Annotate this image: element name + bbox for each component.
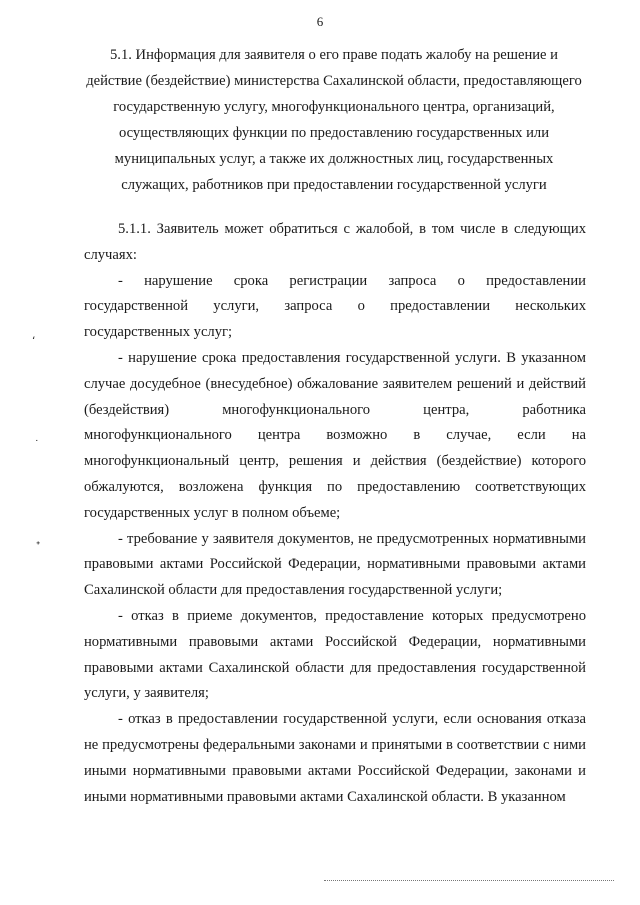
- scan-artifact-mark: ʻ: [32, 334, 36, 347]
- paragraph-5-1-1: 5.1.1. Заявитель может обратиться с жалобой, в том числе в следующих случаях:: [84, 221, 586, 263]
- heading-line: осуществляющих функции по предоставлению государственных или: [118, 125, 550, 141]
- page-number: 6: [316, 14, 324, 29]
- list-item-document-refusal: - отказ в приеме документов, предоставление которых предусмотрено нормативными правовыми актами Российской Федерации, нормативными правовыми актами Сахалинской области для предоставления государственной услуги, у заявителя;: [84, 607, 586, 702]
- scan-artifact-mark: ˖: [36, 536, 41, 549]
- list-item-registration-deadline: - нарушение срока регистрации запроса о предоставлении государственной услуги, запроса о предоставлении нескольких государственных услуг;: [84, 272, 586, 341]
- list-item-service-refusal: - отказ в предоставлении государственной услуги, если основания отказа не предусмотрены федеральными законами и принятыми в соответствии с ними иными нормативными правовыми актами Российской Федерации, законами и иными нормативными правовыми актами Сахалинской области. В указанном: [84, 711, 586, 805]
- list-item-extra-documents: - требование у заявителя документов, не предусмотренных нормативными правовыми актами Российской Федерации, нормативными правовыми актами Сахалинской области для предоставления государственной услуги;: [84, 530, 586, 599]
- heading-line: муниципальных услуг, а также их должностных лиц, государственных: [114, 151, 554, 167]
- scan-artifact-line: [324, 880, 614, 881]
- heading-line: действие (бездействие) министерства Сахалинской области, предоставляющего: [86, 73, 582, 89]
- heading-line: государственную услугу, многофункционального центра, организаций,: [113, 99, 555, 115]
- heading-line: 5.1. Информация для заявителя о его праве подать жалобу на решение и: [110, 47, 558, 63]
- list-item-service-deadline: - нарушение срока предоставления государственной услуги. В указанном случае досудебное (внесудебное) обжалование заявителем решений и действий (бездействия) многофункционального центра, работника многофункционального центра возможно в случае, если на многофункциональный центр, решения и действия (бездействие) которого обжалуются, возложена функция по предоставлению соответствующих государственных услуг в полном объеме;: [84, 349, 586, 521]
- heading-line: служащих, работников при предоставлении государственной услуги: [121, 177, 547, 193]
- body-text: [84, 217, 586, 810]
- scan-artifact-mark: ˙: [34, 438, 40, 451]
- section-heading: [84, 42, 584, 198]
